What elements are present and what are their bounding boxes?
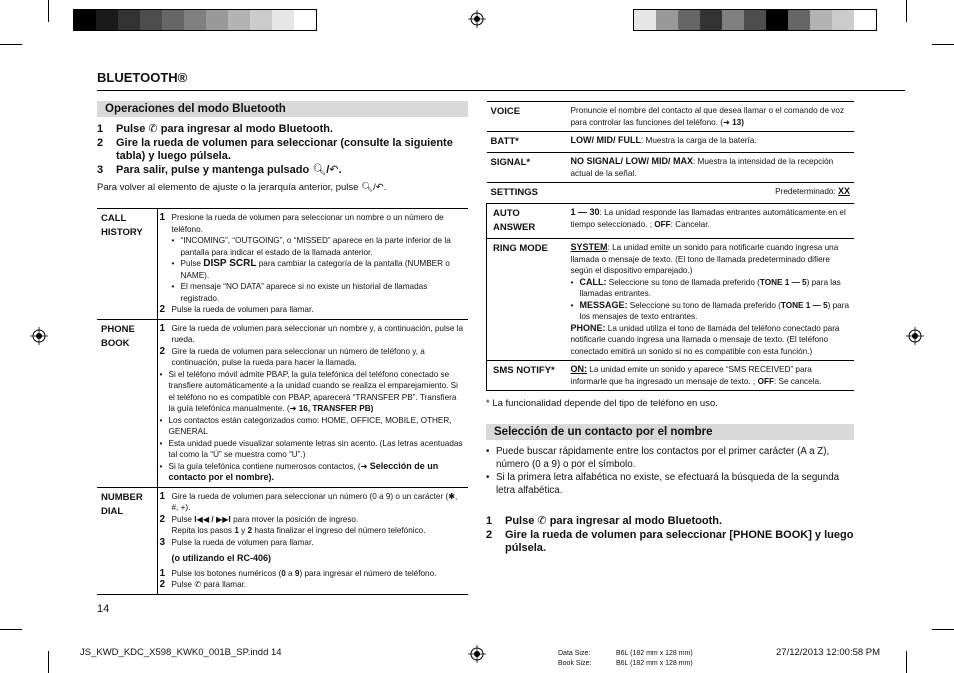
row-label: CALL HISTORY <box>97 209 157 320</box>
color-swatch <box>74 10 96 30</box>
settings-table <box>486 101 854 391</box>
step-2: 2 Gire la rueda de volumen para seleccionar [PHONE BOOK] y luego púlsela. <box>486 528 854 554</box>
footer-date: 27/12/2013 12:00:58 PM <box>776 647 881 658</box>
table-row-signal: SIGNAL* NO SIGNAL/ LOW/ MID/ MAX: Muestra la intensidad de la recepción actual de la señal. <box>487 153 855 183</box>
row-content: 1 Gire la rueda de volumen para seleccionar un nombre y, a continuación, pulse la rueda. 2 Gire la rueda de volumen para seleccionar un número de teléfono y, a continuación, pulse la rueda para hacer la llamada. • Si el teléfono móvil admite PBAP, la guía telefónica del teléfono conectado se transfiere automáticamente a la unidad cuando se realiza el emparejamiento. Si el teléfono no es compatible con PBAP, aparecerá “TRANSFER PB”. Transfiera la guía telefónica manualmente. (➜ 16, TRANSFER PB) • Los contactos están categorizados como: HOME, OFFICE, MOBILE, OTHER, GENERAL • Esta unidad puede visualizar solamente letras sin acento. (Las letras acentuadas tal como la “Ú” se muestra como “U”.) • Si la guía telefónica contiene numerosos contactos, (➜ Selección de un contacto por el nombre). <box>157 319 468 487</box>
color-swatch <box>162 10 184 30</box>
page-number: 14 <box>97 603 110 615</box>
table-row-batt: BATT* LOW/ MID/ FULL: Muestra la carga de la batería. <box>487 132 855 153</box>
footer-file: JS_KWD_KDC_X598_KWK0_001B_SP.indd 14 <box>80 647 282 658</box>
left-column <box>97 101 468 595</box>
page-title: BLUETOOTH® <box>97 70 188 85</box>
crop-mark <box>48 0 49 22</box>
color-swatch <box>832 10 854 30</box>
bullet-list <box>486 445 854 497</box>
color-bar-right <box>633 9 877 31</box>
table-row-sms-notify: SMS NOTIFY* ON: La unidad emite un sonido y aparece “SMS RECEIVED” para informarle que ha ingresado un mensaje de texto. ; OFF: Se cancela. <box>487 361 855 391</box>
steps-list <box>486 515 854 556</box>
color-swatch <box>272 10 294 30</box>
registration-mark-icon <box>468 10 486 28</box>
phone-icon: ✆ <box>194 580 202 589</box>
crop-mark <box>906 651 907 673</box>
step-2: 2 Gire la rueda de volumen para seleccionar (consulte la siguiente tabla) y luego púlsela. <box>97 136 453 162</box>
registration-mark-icon <box>468 645 486 663</box>
color-swatch <box>118 10 140 30</box>
steps-list <box>97 123 468 177</box>
search-icon: 🔍︎ <box>312 163 327 176</box>
crop-mark <box>0 44 22 45</box>
registration-mark-icon <box>30 327 48 345</box>
color-swatch <box>184 10 206 30</box>
color-swatch <box>294 10 316 30</box>
search-icon: 🔍︎ <box>361 182 374 193</box>
table-row-voice: VOICE Pronuncie el nombre del contacto al que desea llamar o el comando de voz para controlar las funciones del teléfono. (➜ 13) <box>487 102 855 132</box>
color-swatch <box>678 10 700 30</box>
crop-mark <box>48 651 49 673</box>
header-rule <box>97 90 905 91</box>
color-bar-left <box>73 9 317 31</box>
color-swatch <box>656 10 678 30</box>
crop-mark <box>932 44 954 45</box>
color-swatch <box>700 10 722 30</box>
section-heading: Selección de un contacto por el nombre <box>486 424 854 440</box>
list-item: • Puede buscar rápidamente entre los contactos por el primer carácter (A a Z), número (0 a 9) o por el símbolo. <box>486 446 830 470</box>
data-size-label: Data Size: <box>558 650 591 657</box>
footnote: * La funcionalidad depende del tipo de teléfono en uso. <box>486 398 718 409</box>
row-content: 1 Gire la rueda de volumen para seleccionar un número (0 a 9) o un carácter (✱, #, +). 2 Pulse I◀◀ / ▶▶I para mover la posición de ingreso. Repita los pasos 1 y 2 hasta finalizar el ingreso del número telefónico. 3 Pulse la rueda de volumen para llamar. (o utilizando el RC-406) 1 Pulse los botones numéricos (0 a 9) para ingresar el número de teléfono. 2 Pulse ✆ para llamar. <box>157 487 468 594</box>
phone-icon: ✆ <box>148 123 158 135</box>
crop-mark <box>906 0 907 22</box>
color-swatch <box>140 10 162 30</box>
options-table <box>97 208 468 595</box>
color-swatch <box>788 10 810 30</box>
table-row-number-dial <box>97 487 468 594</box>
table-row-ring-mode: RING MODE SYSTEM: La unidad emite un sonido para notificarle cuando ingresa una llamada o mensaje de texto. (El tono de llamada predeterminado difiere según el dispositivo emparejado.) • CALL: Seleccione su tono de llamada preferido (TONE 1 — 5) para las llamadas entrantes. • MESSAGE: Seleccione su tono de llamada preferido (TONE 1 — 5) para los mensajes de texto entrantes. PHONE: La unidad utiliza el tono de llamada del teléfono conectado para notificarle cuando ingresa una llamada o mensaje de texto. (El teléfono conectado emitirá un sonido si no es compatible con esta función.) <box>487 239 855 361</box>
color-swatch <box>96 10 118 30</box>
return-note: Para volver al elemento de ajuste o la jerarquía anterior, pulse 🔍︎/↶. <box>97 182 387 193</box>
arrow-right-icon: ➜ <box>289 404 297 413</box>
color-swatch <box>206 10 228 30</box>
section-heading: Operaciones del modo Bluetooth <box>97 101 468 117</box>
step-3: 3 Para salir, pulse y mantenga pulsado 🔍︎/↶. <box>97 163 342 176</box>
color-swatch <box>766 10 788 30</box>
table-row-settings: SETTINGS Predeterminado: XX <box>487 183 855 204</box>
book-size-value: B6L (182 mm x 128 mm) <box>616 660 693 667</box>
row-label: NUMBER DIAL <box>97 487 157 594</box>
table-row-phone-book <box>97 319 468 487</box>
color-swatch <box>228 10 250 30</box>
back-icon: ↶ <box>329 163 339 176</box>
color-swatch <box>744 10 766 30</box>
step-1: 1 Pulse ✆ para ingresar al modo Bluetooth. <box>97 123 334 135</box>
table-row-auto-answer: AUTO ANSWER 1 — 30: La unidad responde las llamadas entrantes automáticamente en el tiempo seleccionado. ; OFF: Cancelar. <box>487 204 855 239</box>
back-icon: ↶ <box>375 182 384 193</box>
color-swatch <box>634 10 656 30</box>
color-swatch <box>722 10 744 30</box>
color-swatch <box>810 10 832 30</box>
row-content: 1 Presione la rueda de volumen para seleccionar un nombre o un número de teléfono. • “INCOMING”, “OUTGOING”, o “MISSED” aparece en la parte inferior de la pantalla para indicar el estado de la llamada anterior. • Pulse DISP SCRL para cambiar la categoría de la pantalla (NUMBER o NAME). • El mensaje “NO DATA” aparece si no existe un historial de llamadas registrado. 2 Pulse la rueda de volumen para llamar. <box>157 209 468 320</box>
phone-icon: ✆ <box>537 515 547 527</box>
row-label: PHONE BOOK <box>97 319 157 487</box>
book-size-label: Book Size: <box>558 660 592 667</box>
color-swatch <box>250 10 272 30</box>
arrow-right-icon: ➜ <box>722 117 730 127</box>
data-size-value: B6L (182 mm x 128 mm) <box>616 650 693 657</box>
color-swatch <box>854 10 876 30</box>
arrow-right-icon: ➜ <box>360 461 368 471</box>
step-1: 1 Pulse ✆ para ingresar al modo Bluetooth. <box>486 515 723 527</box>
registration-mark-icon <box>906 327 924 345</box>
crop-mark <box>932 629 954 630</box>
right-column <box>486 101 854 556</box>
crop-mark <box>0 629 22 630</box>
list-item: • Si la primera letra alfabética no existe, se efectuará la búsqueda de la segunda letra alfabética. <box>486 472 840 496</box>
table-row-call-history <box>97 209 468 320</box>
